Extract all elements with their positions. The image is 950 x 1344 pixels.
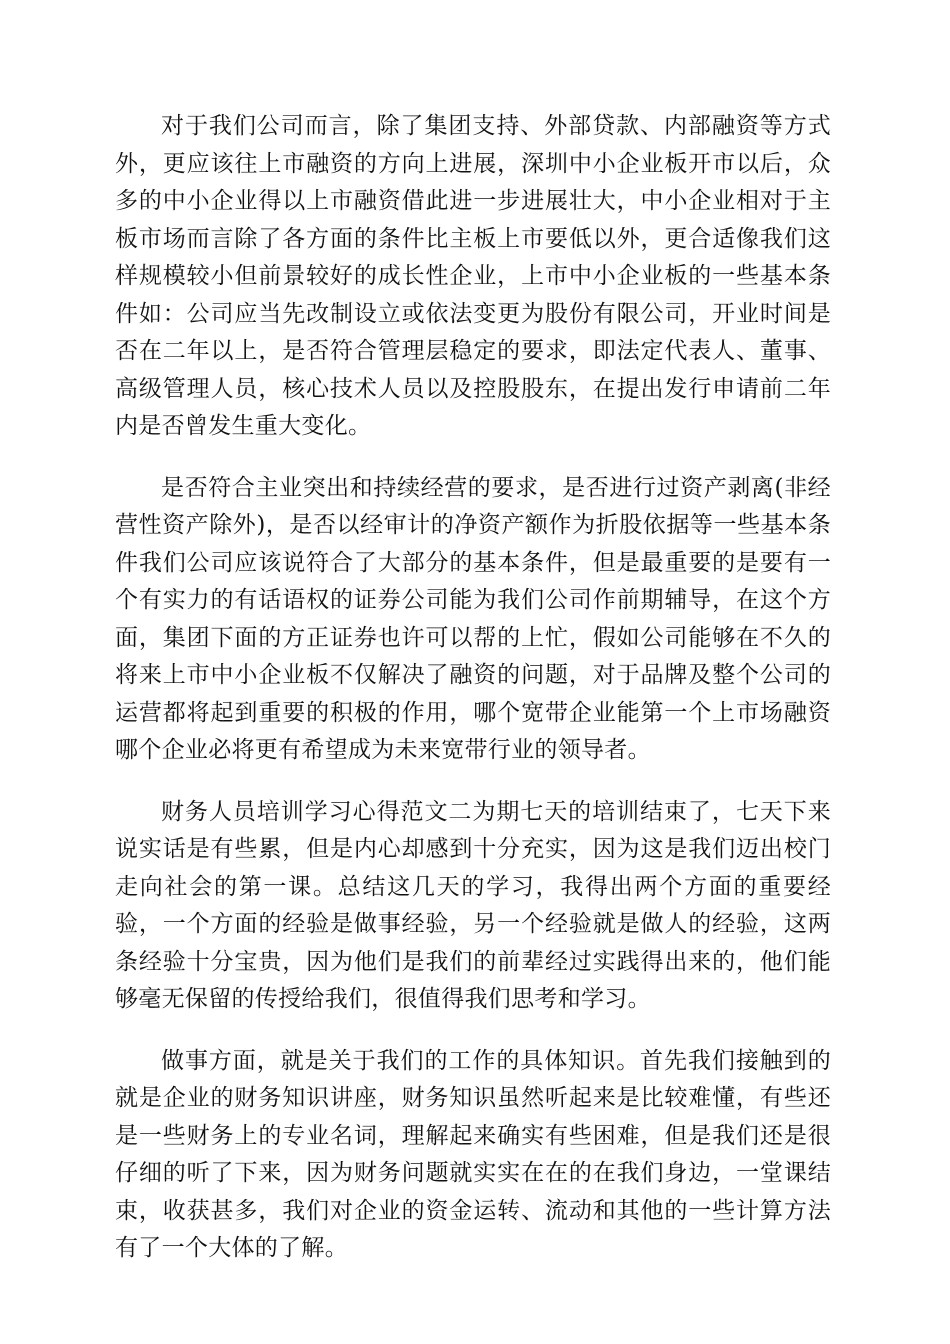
paragraph: 对于我们公司而言，除了集团支持、外部贷款、内部融资等方式外，更应该往上市融资的方向上进展，深圳中小企业板开市以后，众多的中小企业得以上市融资借此进一步进展壮大，中小企业相对于主板市场而言除了各方面的条件比主板上市要低以外，更合适像我们这样规模较小但前景较好的成长性企业，上市中小企业板的一些基本条件如：公司应当先改制设立或依法变更为股份有限公司，开业时间是否在二年以上，是否符合管理层稳定的要求，即法定代表人、董事、高级管理人员，核心技术人员以及控股股东，在提出发行申请前二年内是否曾发生重大变化。 — [115, 113, 831, 439]
paragraph: 财务人员培训学习心得范文二为期七天的培训结束了，七天下来说实话是有些累，但是内心却感到十分充实，因为这是我们迈出校门走向社会的第一课。总结这几天的学习，我得出两个方面的重要经验，一个方面的经验是做事经验，另一个经验就是做人的经验，这两条经验十分宝贵，因为他们是我们的前辈经过实践得出来的，他们能够毫无保留的传授给我们，很值得我们思考和学习。 — [115, 798, 831, 1012]
document-body — [115, 108, 831, 1292]
paragraph: 做事方面，就是关于我们的工作的具体知识。首先我们接触到的就是企业的财务知识讲座，财务知识虽然听起来是比较难懂，有些还是一些财务上的专业名词，理解起来确实有些困难，但是我们还是很仔细的听了下来，因为财务问题就实实在在的在我们身边，一堂课结束，收获甚多，我们对企业的资金运转、流动和其他的一些计算方法有了一个大体的了解。 — [115, 1047, 831, 1261]
paragraph: 是否符合主业突出和持续经营的要求，是否进行过资产剥离(非经营性资产除外)，是否以经审计的净资产额作为折股依据等一些基本条件我们公司应该说符合了大部分的基本条件，但是最重要的是要有一个有实力的有话语权的证券公司能为我们公司作前期辅导，在这个方面，集团下面的方正证券也许可以帮的上忙，假如公司能够在不久的将来上市中小企业板不仅解决了融资的问题，对于品牌及整个公司的运营都将起到重要的积极的作用，哪个宽带企业能第一个上市场融资哪个企业必将更有希望成为未来宽带行业的领导者。 — [115, 474, 831, 763]
